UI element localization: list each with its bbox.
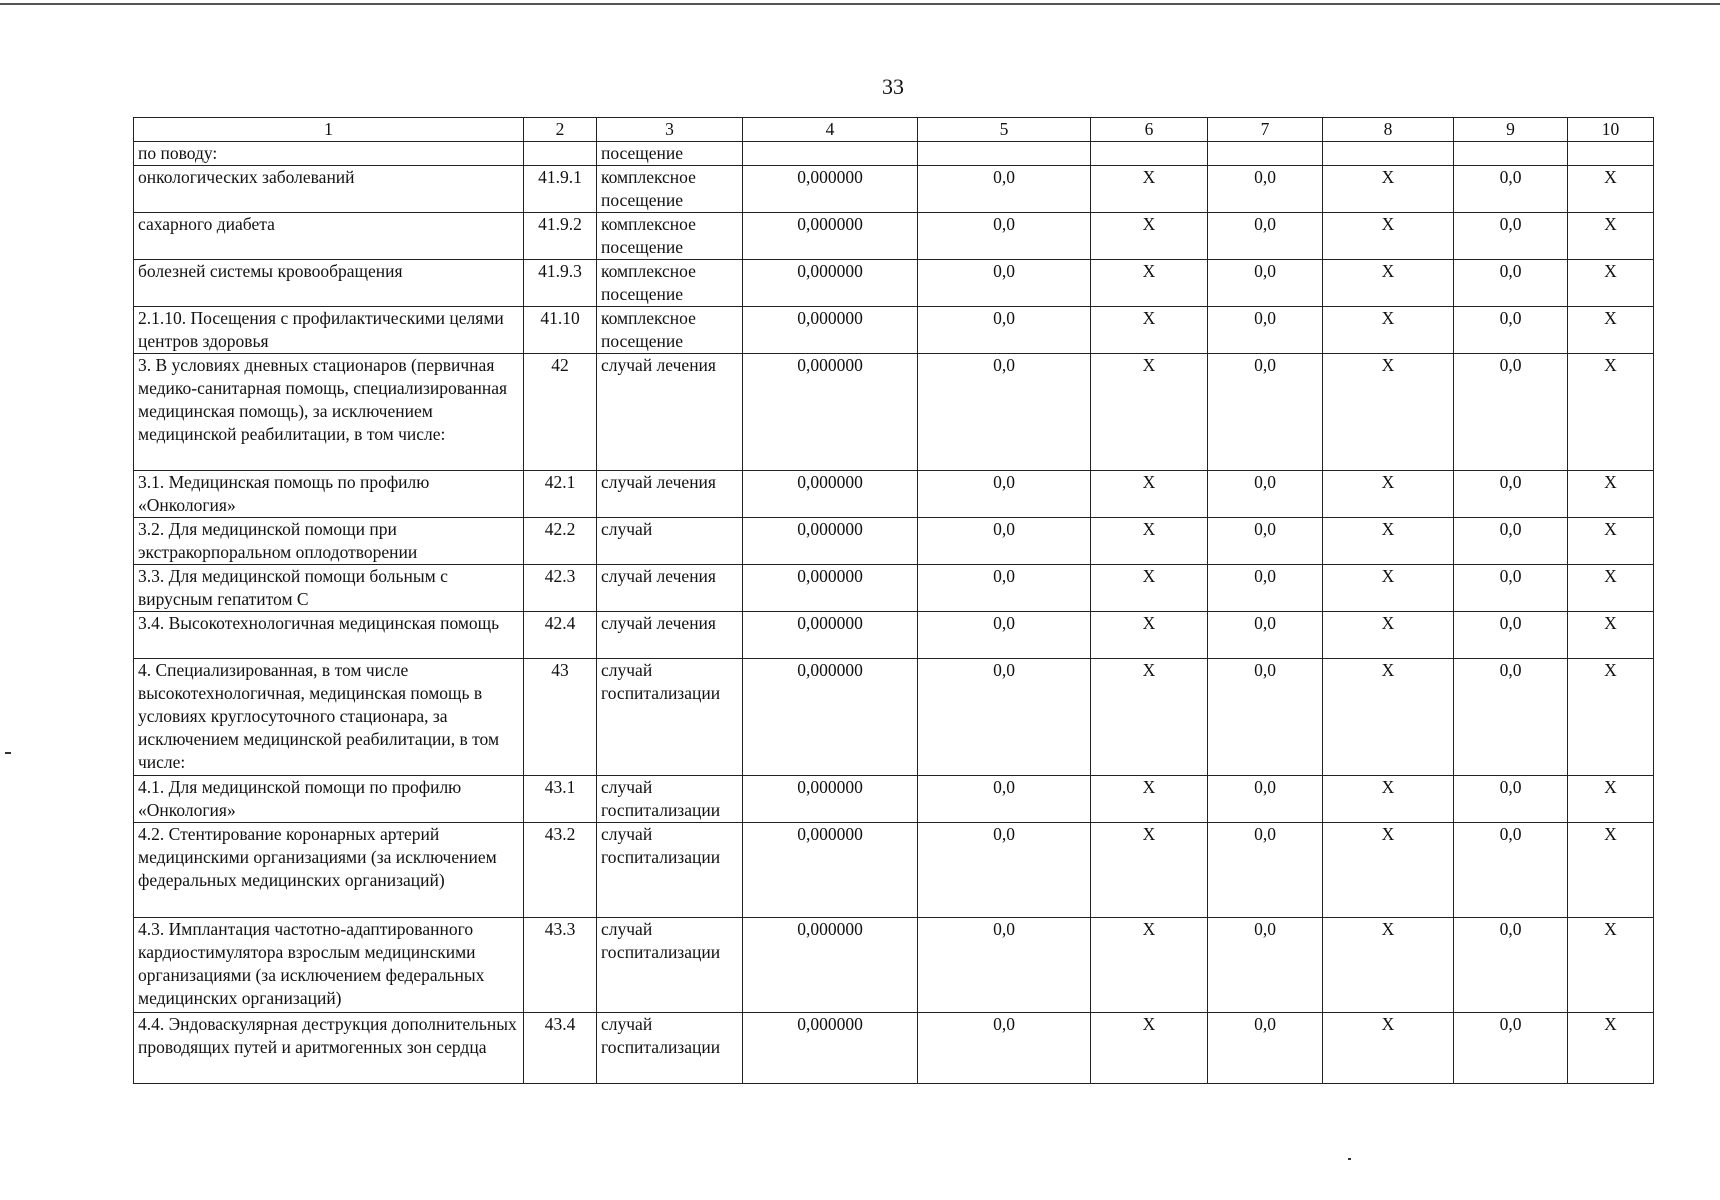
table-cell-col-1: 4.1. Для медицинской помощи по профилю «Онкология»	[134, 776, 524, 823]
table-cell-col-5: 0,0	[918, 166, 1091, 213]
column-header: 6	[1091, 118, 1208, 142]
table-cell-col-5: 0,0	[918, 659, 1091, 776]
table-cell-col-2: 42	[524, 354, 597, 471]
table-cell-col-9: 0,0	[1454, 565, 1568, 612]
table-cell-col-9: 0,0	[1454, 471, 1568, 518]
table-row	[134, 213, 1654, 260]
table-cell-col-9: 0,0	[1454, 776, 1568, 823]
table-cell-col-9: 0,0	[1454, 659, 1568, 776]
table-cell-col-10: X	[1568, 1013, 1654, 1084]
table-cell-col-2: 41.10	[524, 307, 597, 354]
table-cell-col-7	[1208, 142, 1323, 166]
table-cell-col-6: X	[1091, 776, 1208, 823]
table-cell-col-9: 0,0	[1454, 166, 1568, 213]
table-cell-col-5: 0,0	[918, 776, 1091, 823]
table-cell-col-6	[1091, 142, 1208, 166]
table-cell-col-4: 0,000000	[743, 612, 918, 659]
table-row	[134, 612, 1654, 659]
table-row	[134, 260, 1654, 307]
table-cell-col-10: X	[1568, 612, 1654, 659]
table-row	[134, 354, 1654, 471]
table-cell-col-7: 0,0	[1208, 565, 1323, 612]
table-cell-col-2: 43.1	[524, 776, 597, 823]
table-cell-col-3: комплексное посещение	[597, 213, 743, 260]
table-cell-col-3: комплексное посещение	[597, 307, 743, 354]
table-cell-col-5: 0,0	[918, 471, 1091, 518]
scan-speck	[5, 752, 11, 754]
column-header: 10	[1568, 118, 1654, 142]
table-cell-col-4: 0,000000	[743, 918, 918, 1013]
table-cell-col-3: случай лечения	[597, 471, 743, 518]
table-row	[134, 659, 1654, 776]
table-cell-col-1: сахарного диабета	[134, 213, 524, 260]
table-cell-col-5: 0,0	[918, 612, 1091, 659]
table-cell-col-8: X	[1323, 1013, 1454, 1084]
table-cell-col-1: 4.3. Имплантация частотно-адаптированного кардиостимулятора взрослым медицинскими организациями (за исключением федеральных медицинских организаций)	[134, 918, 524, 1013]
table-cell-col-10: X	[1568, 307, 1654, 354]
table-cell-col-7: 0,0	[1208, 166, 1323, 213]
table-cell-col-7: 0,0	[1208, 1013, 1323, 1084]
data-table	[133, 117, 1654, 1084]
column-header: 3	[597, 118, 743, 142]
table-cell-col-4: 0,000000	[743, 518, 918, 565]
table-cell-col-1: 3.1. Медицинская помощь по профилю «Онкология»	[134, 471, 524, 518]
table-cell-col-10	[1568, 142, 1654, 166]
table-cell-col-4: 0,000000	[743, 260, 918, 307]
table-row	[134, 918, 1654, 1013]
table-cell-col-10: X	[1568, 471, 1654, 518]
table-cell-col-2: 43.4	[524, 1013, 597, 1084]
table-cell-col-3: комплексное посещение	[597, 166, 743, 213]
table-cell-col-10: X	[1568, 918, 1654, 1013]
table-cell-col-6: X	[1091, 307, 1208, 354]
table-cell-col-7: 0,0	[1208, 307, 1323, 354]
table-cell-col-9: 0,0	[1454, 354, 1568, 471]
table-cell-col-4: 0,000000	[743, 166, 918, 213]
table-cell-col-1: 4.4. Эндоваскулярная деструкция дополнительных проводящих путей и аритмогенных зон сердца	[134, 1013, 524, 1084]
table-cell-col-5: 0,0	[918, 918, 1091, 1013]
table-cell-col-2: 42.2	[524, 518, 597, 565]
table-cell-col-2: 43.2	[524, 823, 597, 918]
table-cell-col-4: 0,000000	[743, 1013, 918, 1084]
table-cell-col-10: X	[1568, 213, 1654, 260]
table-cell-col-7: 0,0	[1208, 823, 1323, 918]
table-cell-col-9: 0,0	[1454, 260, 1568, 307]
table-cell-col-10: X	[1568, 354, 1654, 471]
table-cell-col-6: X	[1091, 565, 1208, 612]
page-number: 33	[882, 74, 904, 99]
table-cell-col-4: 0,000000	[743, 565, 918, 612]
table-cell-col-10: X	[1568, 260, 1654, 307]
table-cell-col-10: X	[1568, 518, 1654, 565]
table-cell-col-6: X	[1091, 612, 1208, 659]
table-cell-col-4: 0,000000	[743, 659, 918, 776]
table-row	[134, 307, 1654, 354]
table-cell-col-8: X	[1323, 823, 1454, 918]
column-header: 7	[1208, 118, 1323, 142]
column-header: 2	[524, 118, 597, 142]
table-cell-col-2: 42.3	[524, 565, 597, 612]
table-cell-col-2: 43.3	[524, 918, 597, 1013]
table-cell-col-8: X	[1323, 612, 1454, 659]
table-cell-col-9: 0,0	[1454, 612, 1568, 659]
table-cell-col-7: 0,0	[1208, 659, 1323, 776]
table-cell-col-4: 0,000000	[743, 471, 918, 518]
table-cell-col-6: X	[1091, 166, 1208, 213]
table-cell-col-10: X	[1568, 776, 1654, 823]
table-cell-col-9: 0,0	[1454, 518, 1568, 565]
table-cell-col-1: 4. Специализированная, в том числе высокотехнологичная, медицинская помощь в условиях круглосуточного стационара, за исключением медицинской реабилитации, в том числе:	[134, 659, 524, 776]
column-header: 8	[1323, 118, 1454, 142]
table-cell-col-7: 0,0	[1208, 518, 1323, 565]
table-cell-col-6: X	[1091, 260, 1208, 307]
table-cell-col-6: X	[1091, 213, 1208, 260]
table-cell-col-8: X	[1323, 918, 1454, 1013]
column-header: 5	[918, 118, 1091, 142]
table-cell-col-5	[918, 142, 1091, 166]
table-cell-col-3: случай госпитализации	[597, 1013, 743, 1084]
table-cell-col-2: 42.1	[524, 471, 597, 518]
table-cell-col-1: 2.1.10. Посещения с профилактическими целями центров здоровья	[134, 307, 524, 354]
table-cell-col-3: случай	[597, 518, 743, 565]
table-cell-col-8	[1323, 142, 1454, 166]
table-cell-col-10: X	[1568, 565, 1654, 612]
table-row	[134, 565, 1654, 612]
table-cell-col-1: болезней системы кровообращения	[134, 260, 524, 307]
table-cell-col-3: случай лечения	[597, 565, 743, 612]
table-cell-col-3: посещение	[597, 142, 743, 166]
table-cell-col-3: случай госпитализации	[597, 659, 743, 776]
table-cell-col-2: 41.9.1	[524, 166, 597, 213]
table-cell-col-8: X	[1323, 565, 1454, 612]
table-cell-col-5: 0,0	[918, 823, 1091, 918]
table-cell-col-5: 0,0	[918, 354, 1091, 471]
column-header: 9	[1454, 118, 1568, 142]
table-cell-col-10: X	[1568, 823, 1654, 918]
table-cell-col-3: комплексное посещение	[597, 260, 743, 307]
table-cell-col-9: 0,0	[1454, 823, 1568, 918]
table-cell-col-1: 3.4. Высокотехнологичная медицинская помощь	[134, 612, 524, 659]
table-cell-col-5: 0,0	[918, 518, 1091, 565]
table-cell-col-8: X	[1323, 307, 1454, 354]
scan-top-border	[0, 3, 1720, 5]
table-row	[134, 166, 1654, 213]
table-cell-col-6: X	[1091, 918, 1208, 1013]
table-cell-col-6: X	[1091, 471, 1208, 518]
table-row	[134, 142, 1654, 166]
table-cell-col-3: случай госпитализации	[597, 918, 743, 1013]
table-cell-col-7: 0,0	[1208, 471, 1323, 518]
table-cell-col-2: 41.9.3	[524, 260, 597, 307]
table-cell-col-6: X	[1091, 823, 1208, 918]
table-cell-col-3: случай госпитализации	[597, 776, 743, 823]
table-cell-col-2	[524, 142, 597, 166]
table-cell-col-1: 3.3. Для медицинской помощи больным с вирусным гепатитом С	[134, 565, 524, 612]
table-cell-col-5: 0,0	[918, 213, 1091, 260]
table-row	[134, 823, 1654, 918]
table-cell-col-8: X	[1323, 213, 1454, 260]
table-cell-col-5: 0,0	[918, 1013, 1091, 1084]
column-header: 4	[743, 118, 918, 142]
table-cell-col-8: X	[1323, 518, 1454, 565]
table-cell-col-8: X	[1323, 471, 1454, 518]
table-cell-col-9: 0,0	[1454, 1013, 1568, 1084]
table-cell-col-5: 0,0	[918, 565, 1091, 612]
scan-speck	[1348, 1158, 1351, 1160]
table-row	[134, 776, 1654, 823]
table-cell-col-5: 0,0	[918, 307, 1091, 354]
table-cell-col-10: X	[1568, 659, 1654, 776]
table-cell-col-8: X	[1323, 166, 1454, 213]
table-cell-col-7: 0,0	[1208, 776, 1323, 823]
table-body	[134, 118, 1654, 1084]
table-cell-col-4: 0,000000	[743, 776, 918, 823]
table-cell-col-1: онкологических заболеваний	[134, 166, 524, 213]
table-cell-col-6: X	[1091, 518, 1208, 565]
table-row	[134, 518, 1654, 565]
table-cell-col-1: 3.2. Для медицинской помощи при экстракорпоральном оплодотворении	[134, 518, 524, 565]
table-cell-col-8: X	[1323, 776, 1454, 823]
table-cell-col-4: 0,000000	[743, 823, 918, 918]
table-cell-col-1: 3. В условиях дневных стационаров (первичная медико-санитарная помощь, специализированная медицинская помощь), за исключением медицинской реабилитации, в том числе:	[134, 354, 524, 471]
table-cell-col-1: 4.2. Стентирование коронарных артерий медицинскими организациями (за исключением федеральных медицинских организаций)	[134, 823, 524, 918]
table-cell-col-7: 0,0	[1208, 260, 1323, 307]
table-cell-col-10: X	[1568, 166, 1654, 213]
table-cell-col-7: 0,0	[1208, 918, 1323, 1013]
table-cell-col-8: X	[1323, 354, 1454, 471]
table-cell-col-3: случай лечения	[597, 612, 743, 659]
table-cell-col-9: 0,0	[1454, 307, 1568, 354]
table-cell-col-2: 43	[524, 659, 597, 776]
table-cell-col-2: 41.9.2	[524, 213, 597, 260]
table-cell-col-4: 0,000000	[743, 354, 918, 471]
table-cell-col-7: 0,0	[1208, 354, 1323, 471]
table-cell-col-8: X	[1323, 260, 1454, 307]
table-row	[134, 471, 1654, 518]
table-cell-col-5: 0,0	[918, 260, 1091, 307]
table-row	[134, 1013, 1654, 1084]
table-cell-col-4: 0,000000	[743, 213, 918, 260]
table-cell-col-4	[743, 142, 918, 166]
table-cell-col-9: 0,0	[1454, 918, 1568, 1013]
table-cell-col-3: случай госпитализации	[597, 823, 743, 918]
table-cell-col-6: X	[1091, 354, 1208, 471]
table-cell-col-7: 0,0	[1208, 213, 1323, 260]
table-cell-col-6: X	[1091, 1013, 1208, 1084]
table-cell-col-6: X	[1091, 659, 1208, 776]
table-cell-col-1: по поводу:	[134, 142, 524, 166]
table-cell-col-9	[1454, 142, 1568, 166]
table-cell-col-8: X	[1323, 659, 1454, 776]
table-cell-col-3: случай лечения	[597, 354, 743, 471]
table-cell-col-7: 0,0	[1208, 612, 1323, 659]
table-cell-col-9: 0,0	[1454, 213, 1568, 260]
column-header: 1	[134, 118, 524, 142]
header-row	[134, 118, 1654, 142]
table-cell-col-2: 42.4	[524, 612, 597, 659]
table-cell-col-4: 0,000000	[743, 307, 918, 354]
